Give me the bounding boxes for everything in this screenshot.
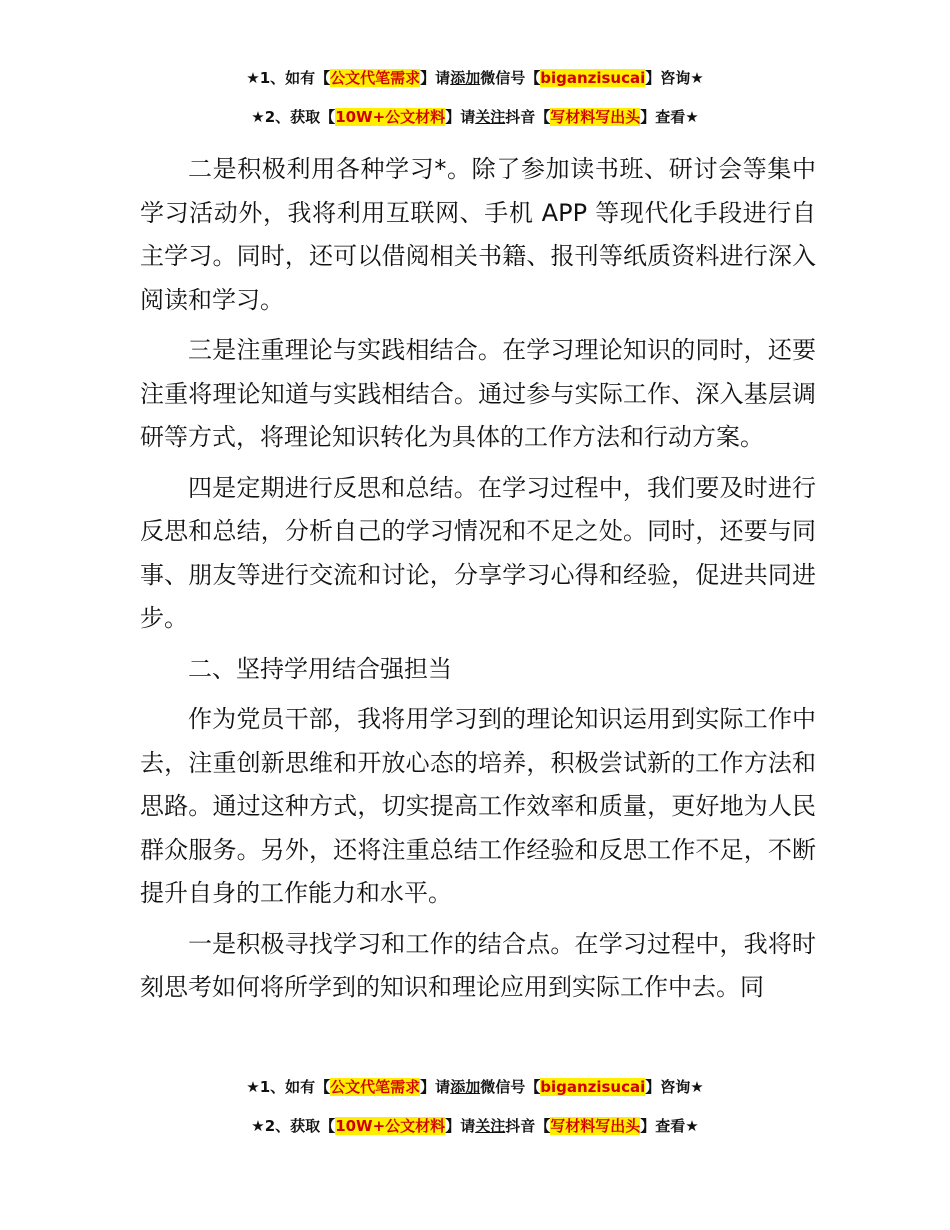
paragraph: 作为党员干部，我将用学习到的理论知识运用到实际工作中去，注重创新思维和开放心态的培养，积极尝试新的工作方法和思路。通过这种方式，切实提高工作效率和质量，更好地为人民群众服务。另外，还将注重总结工作经验和反思工作不足，不断提升自身的工作能力和水平。 (140, 705, 816, 907)
banner-highlight: 10W+公文材料 (335, 108, 446, 126)
banner-highlight: 公文代笔需求 (330, 1078, 421, 1096)
section-heading: 二、坚持学用结合强担当 (188, 654, 452, 683)
banner-highlight-douyin-id: 写材料写出头 (550, 1117, 641, 1135)
banner-highlight: 10W+公文材料 (335, 1117, 446, 1135)
banner-highlight: 公文代笔需求 (330, 69, 421, 87)
banner-text: 】咨询★ (645, 69, 704, 87)
banner-text: 】查看★ (640, 1117, 699, 1135)
footer-banner-line-1 (0, 1076, 950, 1098)
banner-text: 】请 (420, 69, 451, 87)
banner-text: 抖音【 (505, 1117, 551, 1135)
banner-text: 】请 (420, 1078, 451, 1096)
banner-highlight-wechat-id: biganzisucai (540, 1078, 646, 1096)
banner-text: ★2、获取【 (251, 108, 336, 126)
banner-text: 微信号【 (480, 69, 541, 87)
header-banner-line-2 (0, 106, 950, 128)
banner-underline: 关注 (475, 108, 506, 126)
banner-text: 】查看★ (640, 108, 699, 126)
banner-text: 抖音【 (505, 108, 551, 126)
banner-text: ★1、如有【 (246, 69, 331, 87)
banner-text: ★2、获取【 (251, 1117, 336, 1135)
banner-text: 】请 (445, 1117, 476, 1135)
banner-highlight-wechat-id: biganzisucai (540, 69, 646, 87)
banner-text: 微信号【 (480, 1078, 541, 1096)
banner-highlight-douyin-id: 写材料写出头 (550, 108, 641, 126)
banner-text: 】请 (445, 108, 476, 126)
banner-text: 】咨询★ (645, 1078, 704, 1096)
paragraph: 二是积极利用各种学习*。除了参加读书班、研讨会等集中学习活动外，我将利用互联网、手机 APP 等现代化手段进行自主学习。同时，还可以借阅相关书籍、报刊等纸质资料进行深入阅读和学习。 (140, 155, 816, 314)
banner-underline: 添加 (450, 1078, 481, 1096)
banner-underline: 关注 (475, 1117, 506, 1135)
banner-underline: 添加 (450, 69, 481, 87)
paragraph: 一是积极寻找学习和工作的结合点。在学习过程中，我将时刻思考如何将所学到的知识和理论应用到实际工作中去。同 (140, 929, 816, 1001)
footer-banner-line-2 (0, 1115, 950, 1137)
paragraph: 四是定期进行反思和总结。在学习过程中，我们要及时进行反思和总结，分析自己的学习情况和不足之处。同时，还要与同事、朋友等进行交流和讨论，分享学习心得和经验，促进共同进步。 (140, 473, 816, 632)
header-banner-line-1 (0, 67, 950, 89)
banner-text: ★1、如有【 (246, 1078, 331, 1096)
document-body (140, 148, 816, 1010)
paragraph: 三是注重理论与实践相结合。在学习理论知识的同时，还要注重将理论知道与实践相结合。通过参与实际工作、深入基层调研等方式，将理论知识转化为具体的工作方法和行动方案。 (140, 336, 816, 451)
